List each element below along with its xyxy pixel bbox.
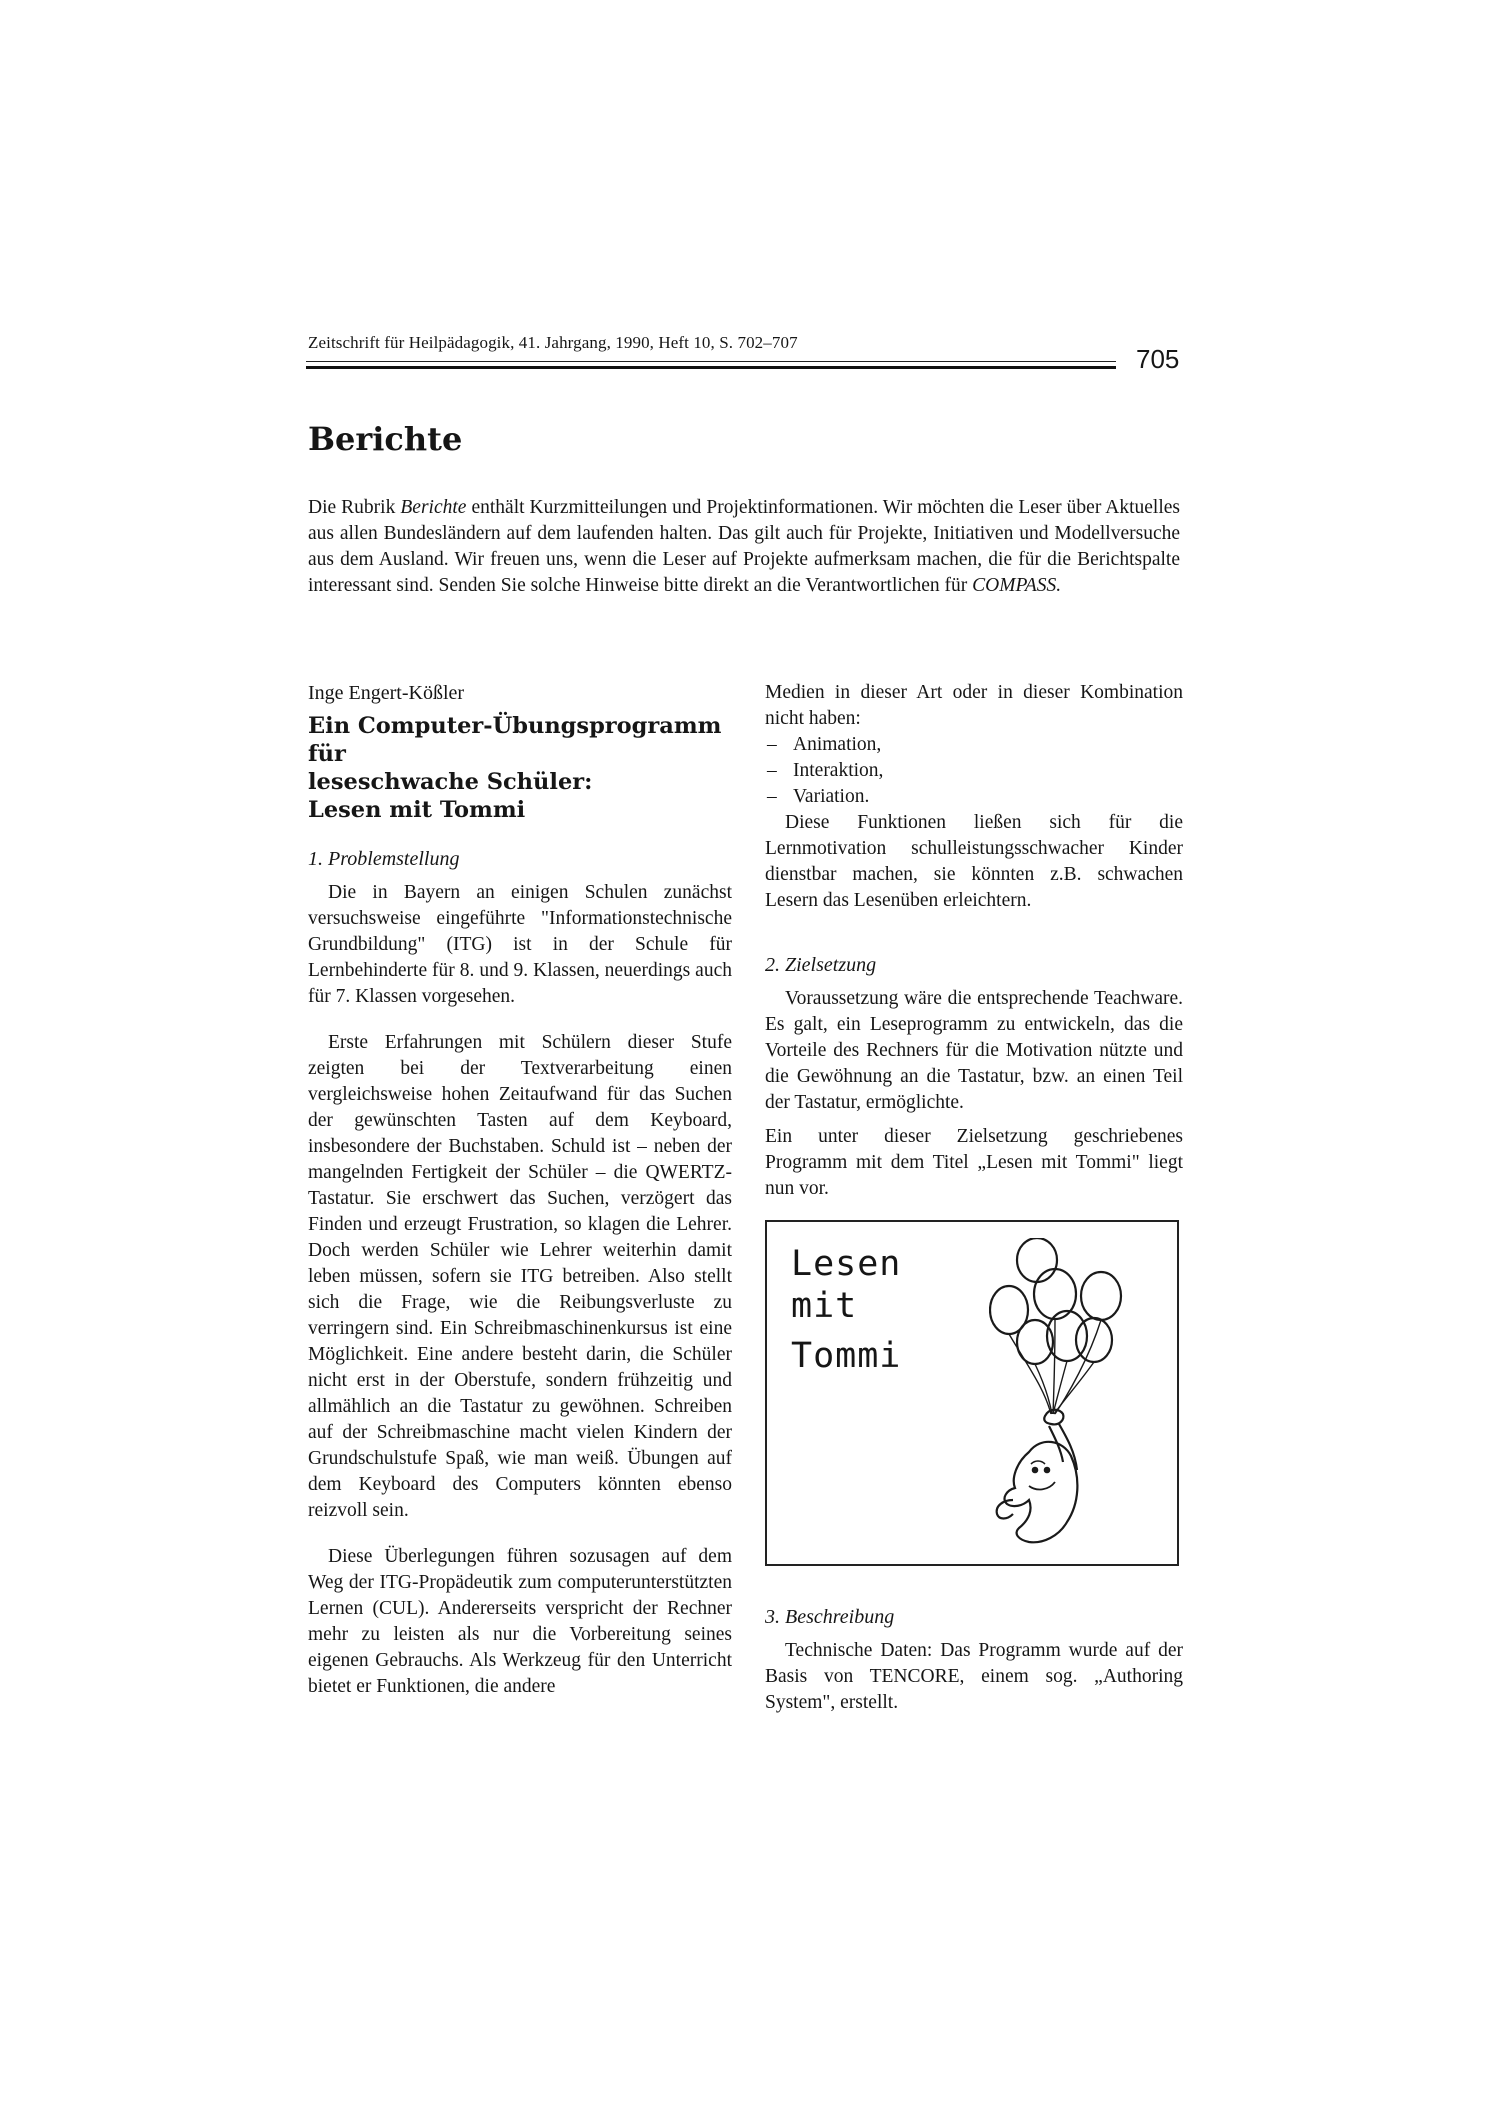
section-intro (308, 495, 1180, 599)
paragraph: Erste Erfahrungen mit Schülern dieser Stufe zeigten bei der Textverarbeitung einen vergleichsweise hohen Zeitaufwand für das Suchen der gewünschten Tasten auf dem Keyboard, insbesondere der Buchstaben. Schuld ist – neben der mangelnden Fertigkeit der Schüler – die QWERTZ-Tastatur. Sie erschwert das Suchen, verzögert das Finden und erzeugt Frustration, so klagen die Lehrer. Doch werden Schüler wie Lehrer weiterhin damit leben müssen, sofern sie ITG betreiben. Also stellt sich die Frage, wie die Reibungsverluste zu verringern sind. Ein Schreibmaschinenkursus ist eine Möglichkeit. Eine andere besteht darin, die Schüler nicht erst in der Oberstufe, sondern frühzeitig und allmählich an die Tastatur zu gewöhnen. Schreiben auf der Schreibmaschine macht vielen Kindern der Grundschulstufe Spaß, wie man weiß. Übungen auf dem Keyboard des Computers könnten ebenso reizvoll sein. (308, 1032, 732, 1521)
page-number: 705 (1136, 344, 1180, 374)
right-column (765, 680, 1183, 1716)
intro-emphasis-compass: COMPASS. (972, 575, 1062, 596)
list-item: – Variation. (765, 784, 1183, 810)
intro-text-body: enthält Kurzmitteilungen und Projektinformationen. Wir möchten die Leser über Aktuelles aus allen Bundesländern auf dem laufenden halten. Das gilt auch für Projekte, Initiativen und Modellversuche aus dem Ausland. Wir freuen uns, wenn die Leser auf Projekte aufmerksam machen, die für die Berichtspalte interessant sind. Senden Sie solche Hinweise bitte direkt an die Verantwortlichen für (308, 497, 1180, 596)
eye-icon (1033, 1468, 1037, 1472)
section-heading-problemstellung: 1. Problemstellung (308, 848, 460, 870)
figure-text-line: Lesen (791, 1244, 902, 1284)
figure-text-line: Tommi (791, 1336, 902, 1376)
balloon-icon (1017, 1238, 1057, 1282)
paragraph-continued: Medien in dieser Art oder in dieser Kombination nicht haben: (765, 682, 1183, 729)
function-list (765, 732, 1183, 810)
article-title-line: Ein Computer-Übungsprogramm für (308, 713, 722, 767)
paragraph: Diese Funktionen ließen sich für die Lernmotivation schulleistungsschwacher Kinder dienstbar machen, sie könnten z.B. schwachen Lesern das Lesenüben erleichtern. (765, 812, 1183, 911)
section-heading-beschreibung: 3. Beschreibung (765, 1606, 895, 1628)
figure-text-line: mit (791, 1286, 858, 1326)
left-column (308, 680, 732, 1700)
section-title: Berichte (308, 420, 463, 458)
header-rule-thick (306, 366, 1116, 369)
paragraph: Die in Bayern an einigen Schulen zunächst versuchsweise eingeführte "Informationstechnische Grundbildung" (ITG) ist in der Schule für Lernbehinderte für 8. und 9. Klassen, neuerdings auch für 7. Klassen vorgesehen. (308, 882, 732, 1007)
intro-text-start: Die Rubrik (308, 497, 401, 518)
eye-icon (1045, 1468, 1049, 1472)
paragraph: Ein unter dieser Zielsetzung geschriebenes Programm mit dem Titel „Lesen mit Tommi" liegt nun vor. (765, 1126, 1183, 1199)
balloon-icon (1081, 1272, 1121, 1320)
program-title-figure (765, 1220, 1179, 1566)
article-title-line: Lesen mit Tommi (308, 797, 526, 823)
paragraph: Diese Überlegungen führen sozusagen auf dem Weg der ITG-Propädeutik zum computerunterstützten Lernen (CUL). Andererseits verspricht der Rechner mehr zu leisten als nur die Vorbereitung seines eigenen Gebrauchs. Als Werkzeug für den Unterricht bietet er Funktionen, die andere (308, 1546, 732, 1697)
paragraph: Voraussetzung wäre die entsprechende Teachware. Es galt, ein Leseprogramm zu entwickeln, das die Vorteile des Rechners für die Motivation nützte und die Gewöhnung an die Tastatur, bzw. an einen Teil der Tastatur, ermöglichte. (765, 988, 1183, 1113)
article-title-line: leseschwache Schüler: (308, 769, 593, 795)
list-item: – Interaktion, (765, 758, 1183, 784)
article-author: Inge Engert-Kößler (308, 682, 465, 704)
running-head: Zeitschrift für Heilpädagogik, 41. Jahrgang, 1990, Heft 10, S. 702–707 (308, 333, 798, 352)
article-title (308, 712, 732, 824)
balloon-ghost-illustration (989, 1238, 1164, 1556)
section-heading-zielsetzung: 2. Zielsetzung (765, 954, 877, 976)
paragraph: Technische Daten: Das Programm wurde auf der Basis von TENCORE, einem sog. „Authoring System", erstellt. (765, 1640, 1183, 1713)
list-item: – Animation, (765, 732, 1183, 758)
intro-emphasis: Berichte (400, 497, 467, 518)
header-rule (306, 361, 1116, 362)
